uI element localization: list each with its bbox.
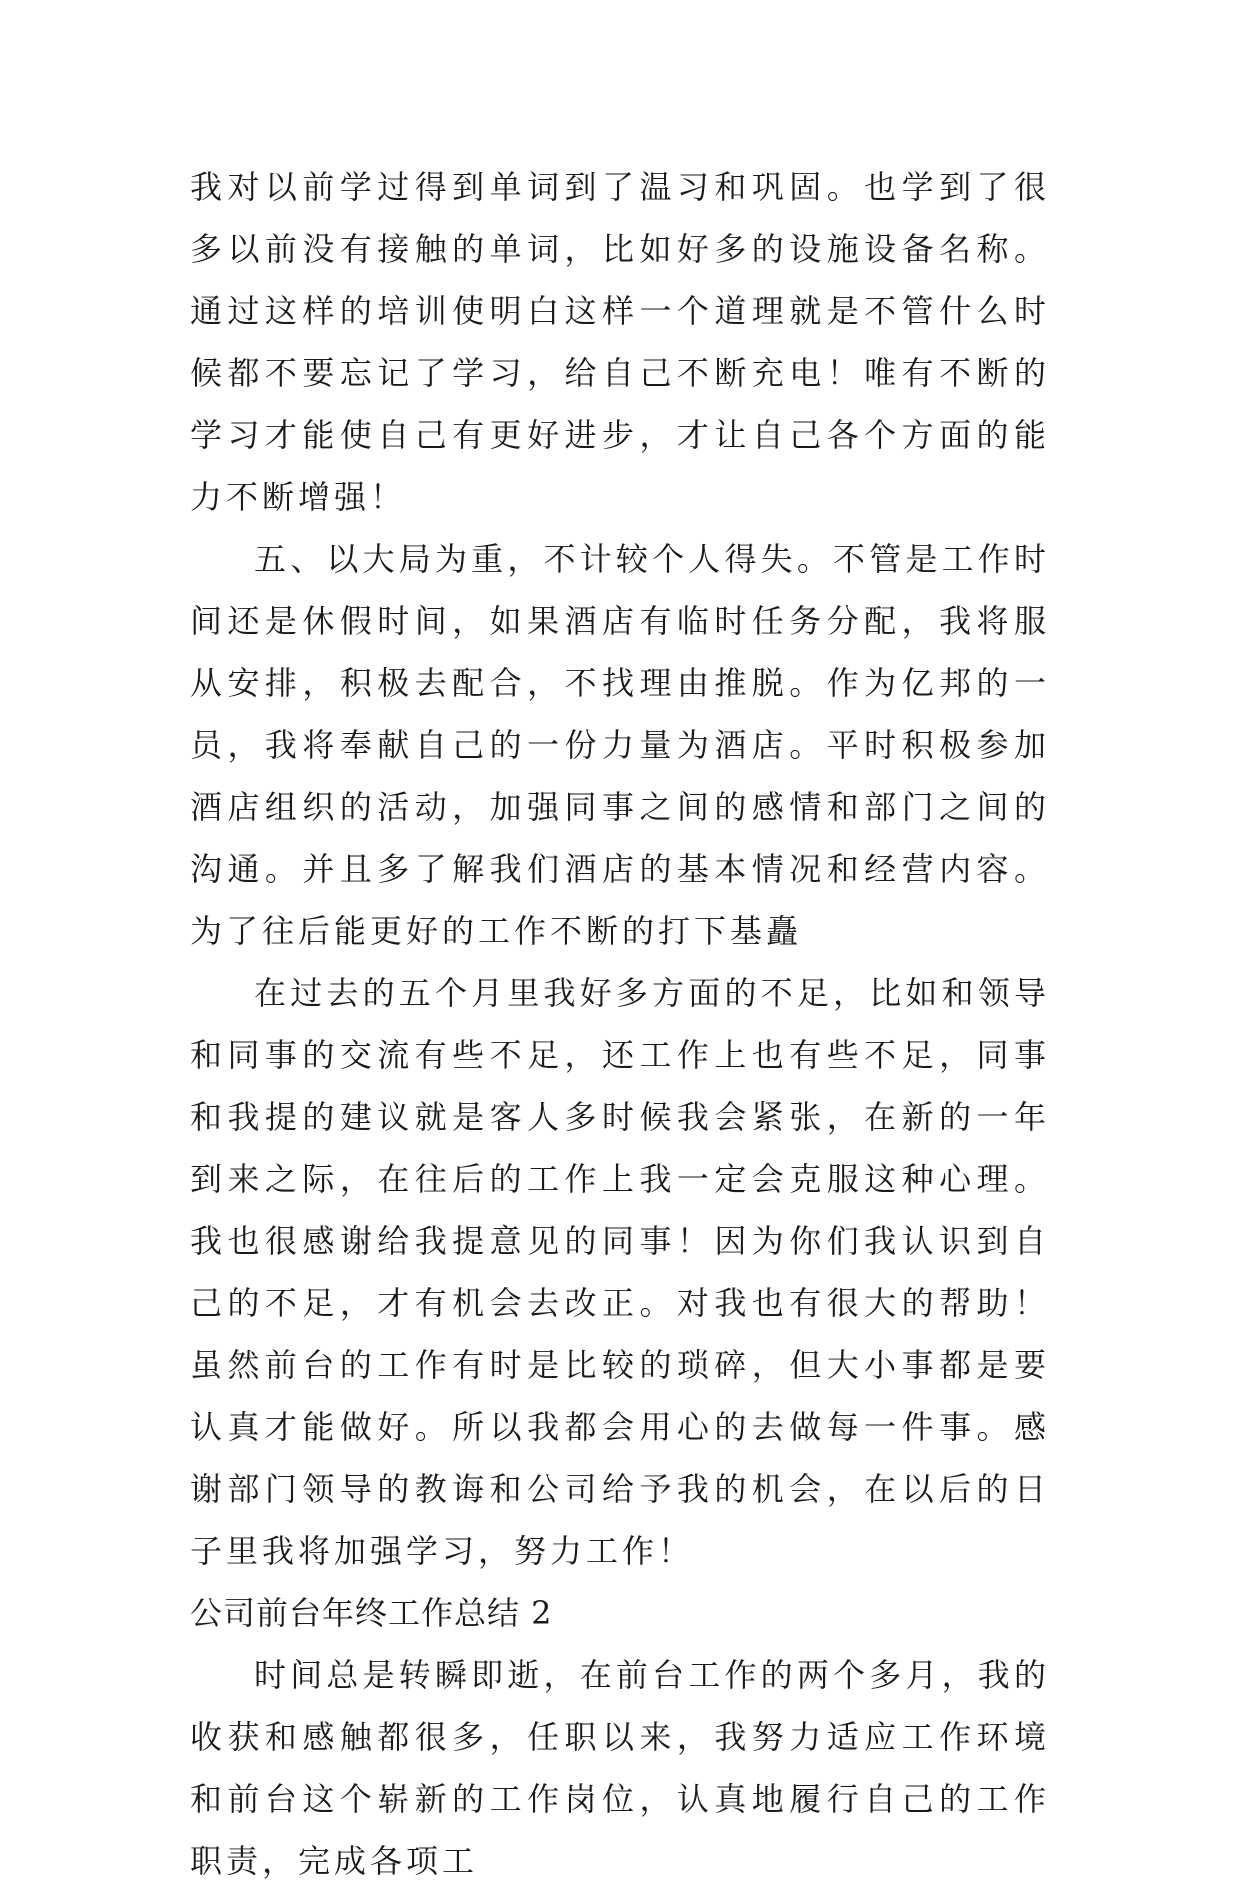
paragraph-front-desk-intro: 时间总是转瞬即逝，在前台工作的两个多月，我的收获和感触都很多，任职以来，我努力适应工作环境和前台这个崭新的工作岗位，认真地履行自己的工作职责，完成各项工 — [190, 1656, 1050, 1880]
paragraph-shortcomings: 在过去的五个月里我好多方面的不足，比如和领导和同事的交流有些不足，还工作上也有些不足，同事和我提的建议就是客人多时候我会紧张，在新的一年到来之际，在往后的工作上我一定会克服这种心理。我也很感谢给我提意见的同事！因为你们我认识到自己的不足，才有机会去改正。对我也有很大的帮助！虽然前台的工作有时是比较的琐碎，但大小事都是要认真才能做好。所以我都会用心的去做每一件事。感谢部门领导的教诲和公司给予我的机会，在以后的日子里我将加强学习，努力工作！ — [190, 974, 1050, 1570]
section-heading: 公司前台年终工作总结 2 — [190, 1594, 553, 1632]
paragraph-overall-situation: 五、以大局为重，不计较个人得失。不管是工作时间还是休假时间，如果酒店有临时任务分配，我将服从安排，积极去配合，不找理由推脱。作为亿邦的一员，我将奉献自己的一份力量为酒店。平时积极参加酒店组织的活动，加强同事之间的感情和部门之间的沟通。并且多了解我们酒店的基本情况和经营内容。为了往后能更好的工作不断的打下基矗 — [190, 540, 1050, 950]
document-body — [190, 156, 1050, 1892]
paragraph-study: 我对以前学过得到单词到了温习和巩固。也学到了很多以前没有接触的单词，比如好多的设施设备名称。通过这样的培训使明白这样一个道理就是不管什么时候都不要忘记了学习，给自己不断充电！唯有不断的学习才能使自己有更好进步，才让自己各个方面的能力不断增强！ — [190, 168, 1050, 516]
